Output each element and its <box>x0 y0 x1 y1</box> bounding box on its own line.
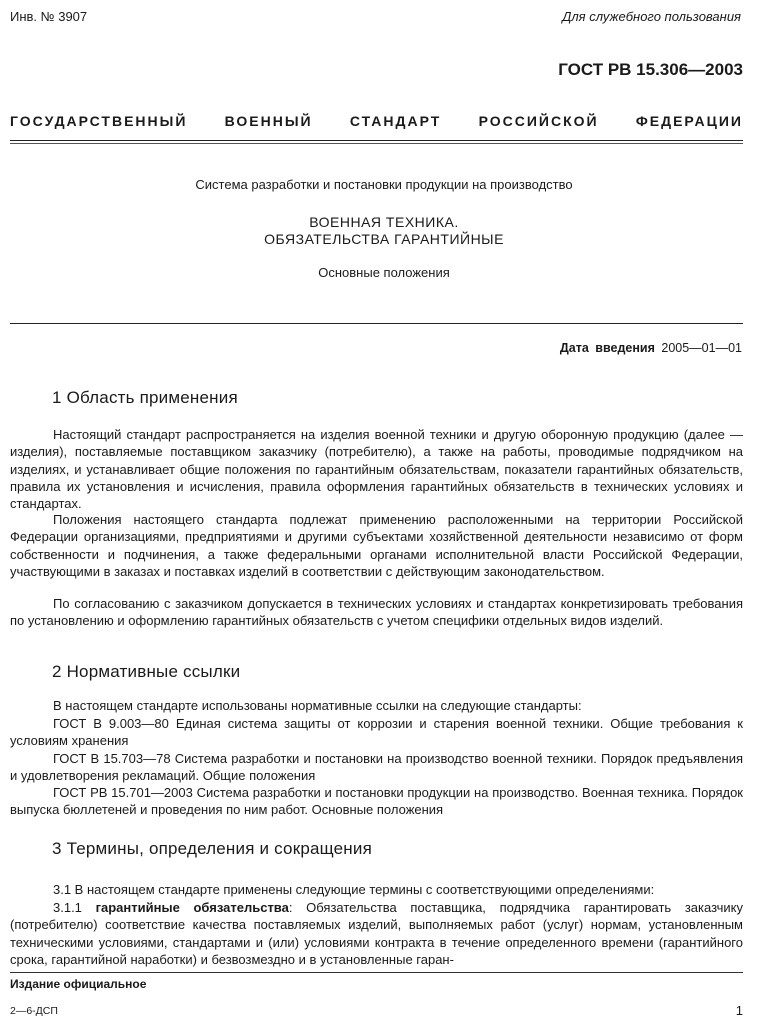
reference-item: ГОСТ РВ 15.701—2003 Система разработки и постановки продукции на производство. Военная техника. Порядок выпуска бюллетеней и проведения по ним работ. Основные положения <box>10 785 743 818</box>
state-standard-title: ГОСУДАРСТВЕННЫЙ ВОЕННЫЙ СТАНДАРТ РОССИЙСКОЙ ФЕДЕРАЦИИ <box>10 113 743 129</box>
term-text: : Обязательства поставщика, подрядчика гарантировать заказчику (потребителю) соответствие качества поставляемых изделий, выполняемых работ (услуг) нормам, установленным техническими условиями, стандартами и (или) условиями контракта в течение определенного времени (гарантийного срока, гарантийной наработки) и безвозмездно и в установленные гаран- <box>10 900 743 967</box>
paragraph: По согласованию с заказчиком допускается в технических условиях и стандартах конкретизировать требования по установлению и оформлению гарантийных обязательств с учетом специфики отдельных видов изделий. <box>10 596 743 629</box>
document-title-line-1: ВОЕННАЯ ТЕХНИКА. <box>309 214 459 230</box>
print-code: 2—6-ДСП <box>10 1005 58 1017</box>
header-rule-thin <box>10 143 743 144</box>
paragraph: 3.1 В настоящем стандарте применены следующие термины с соответствующими определениями: <box>53 882 655 897</box>
section-heading-scope: 1 Область применения <box>52 388 238 407</box>
document-subtitle: Основные положения <box>318 265 450 280</box>
term-definition <box>10 899 743 968</box>
paragraph: В настоящем стандарте использованы нормативные ссылки на следующие стандарты: <box>53 698 582 713</box>
system-name: Система разработки и постановки продукции на производство <box>195 177 573 192</box>
inventory-number: Инв. № 3907 <box>10 9 88 24</box>
header-rule <box>10 140 743 141</box>
term-number: 3.1.1 <box>53 900 82 915</box>
term-name: гарантийные обязательства <box>95 900 289 915</box>
paragraph: Положения настоящего стандарта подлежат применению расположенными на территории Российской Федерации организациями, предприятиями и другими субъектами хозяйственной деятельности независимо от форм собственности и подчинения, а также федеральными органами исполнительной власти Российской Федерации, участвующими в заказах и поставках изделий в соответствии с действующим законодательством. <box>10 512 743 579</box>
paragraph: Настоящий стандарт распространяется на изделия военной техники и другую оборонную продукцию (далее — изделия), поставляемые поставщиком заказчику (потребителю), а также на работы, проводимые подрядчиком на изделиях, и устанавливает общие положения по гарантийным обязательствам, показатели гарантийных обязательств, правила их установления и исчисления, правила оформления гарантийных обязательств в технических условиях и стандартах. <box>10 427 743 512</box>
section-heading-normative-references: 2 Нормативные ссылки <box>52 662 241 681</box>
edition-notice: Издание официальное <box>10 977 147 991</box>
page-number: 1 <box>735 1003 743 1018</box>
reference-item: ГОСТ В 9.003—80 Единая система защиты от коррозии и старения военной техники. Общие требования к условиям хранения <box>10 716 743 749</box>
introduction-date <box>560 341 742 355</box>
document-title-line-2: ОБЯЗАТЕЛЬСТВА ГАРАНТИЙНЫЕ <box>264 231 504 247</box>
restriction-notice: Для служебного пользования <box>562 9 741 24</box>
standard-code: ГОСТ РВ 15.306—2003 <box>558 60 743 79</box>
introduction-date-label: Дата введения <box>559 341 655 355</box>
footer-rule <box>10 972 743 973</box>
title-block-rule <box>10 323 743 324</box>
reference-item: ГОСТ В 15.703—78 Система разработки и постановки на производство военной техники. Порядок предъявления и удовлетворения рекламаций. Общие положения <box>10 751 743 784</box>
introduction-date-value: 2005—01—01 <box>661 341 742 355</box>
section-heading-terms: 3 Термины, определения и сокращения <box>52 839 372 858</box>
